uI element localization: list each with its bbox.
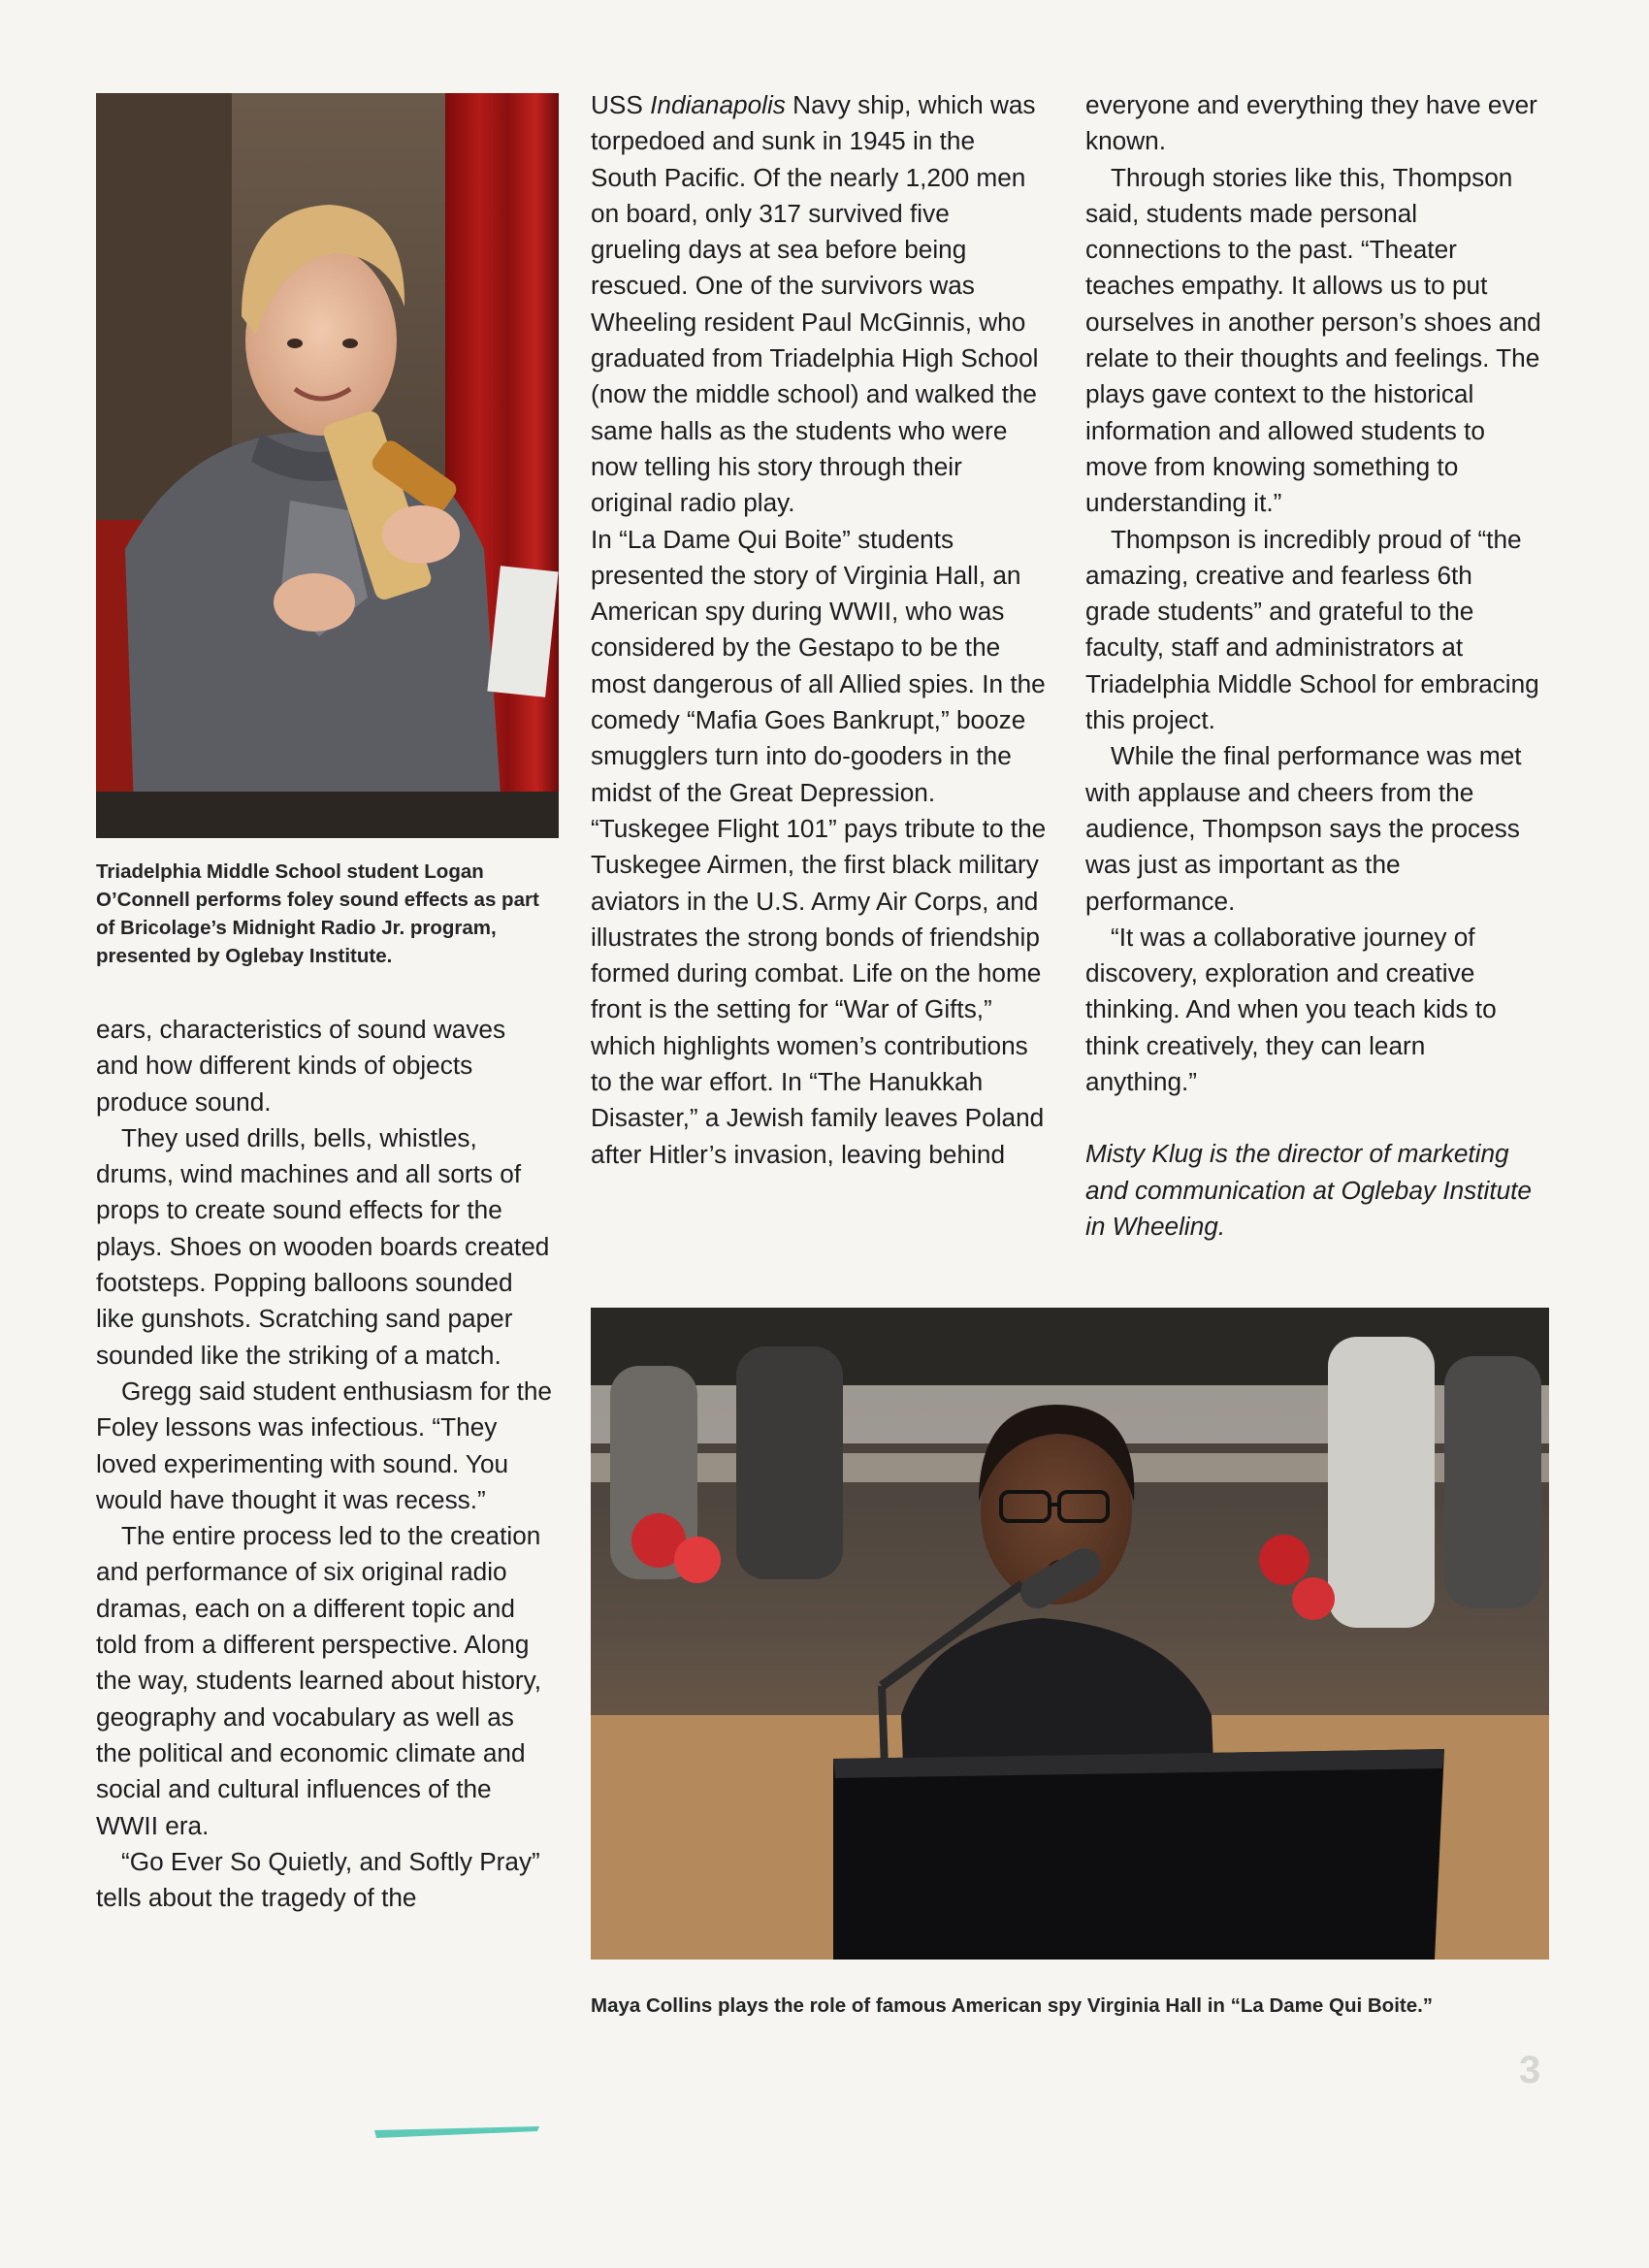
paragraph: Through stories like this, Thompson said, students made personal connections to the past. “Theater teaches empathy. It allows us to put ourselves in another person’s shoes and relate to their thoughts and feelings. The plays gave context to the historical information and allowed students to move from knowing something to understanding it.” bbox=[1085, 162, 1541, 518]
page-number: 3 bbox=[1519, 2049, 1541, 2091]
paragraph: “It was a collaborative journey of discovery, exploration and creative thinking. And when you teach kids to think creatively, they can learn anything.” bbox=[1085, 922, 1497, 1097]
photo-maya-collins-caption: Maya Collins plays the role of famous American spy Virginia Hall in “La Dame Qui Boite.” bbox=[591, 1994, 1434, 2017]
paragraph: They used drills, bells, whistles, drums, wind machines and all sorts of props to create sound effects for the plays. Shoes on wooden boards created footsteps. Popping balloons sounded like gunshots. Scratching sand paper sounded like the striking of a match. bbox=[96, 1122, 550, 1370]
photo-student-foley-image bbox=[96, 93, 559, 838]
text-run: USS bbox=[591, 90, 651, 119]
paragraph: ears, characteristics of sound waves and how different kinds of objects produce sound. bbox=[96, 1015, 506, 1117]
ship-name: Indianapolis bbox=[650, 90, 786, 119]
paragraph bbox=[591, 87, 1047, 522]
paragraph: “Go Ever So Quietly, and Softly Pray” tells about the tragedy of the bbox=[96, 1846, 540, 1913]
photo-student-foley-caption: Triadelphia Middle School student Logan O’Connell performs foley sound effects as part of Bricolage’s Midnight Radio Jr. program, presented by Oglebay Institute. bbox=[96, 860, 539, 967]
decorative-teal-stroke bbox=[374, 2126, 539, 2138]
article-column-2 bbox=[591, 87, 1047, 1173]
paragraph: Thompson is incredibly proud of “the amazing, creative and fearless 6th grade students” and grateful to the faculty, staff and administrators at Triadelphia Middle School for embracing this project. bbox=[1085, 524, 1539, 735]
paragraph: While the final performance was met with applause and cheers from the audience, Thompson says the process was just as important as the performance. bbox=[1085, 741, 1522, 916]
photo-maya-collins-image bbox=[591, 1308, 1549, 1960]
paragraph: Gregg said student enthusiasm for the Foley lessons was infectious. “They loved experimenting with sound. You would have thought it was recess.” bbox=[96, 1376, 552, 1514]
paragraph: everyone and everything they have ever known. bbox=[1085, 90, 1537, 156]
text-run: Navy ship, which was torpedoed and sunk in 1945 in the South Pacific. Of the nearly 1,200 men on board, only 317 survived five grueling days at sea before being rescued. One of the survivors was Wheeling resident Paul McGinnis, who graduated from Triadelphia High School (now the middle school) and walked the same halls as the students who were now telling his story through their original radio play. bbox=[591, 90, 1039, 518]
paragraph: The entire process led to the creation and performance of six original radio dramas, each on a different topic and told from a different perspective. Along the way, students learned about history, geography and vocabulary as well as the political and economic climate and social and cultural influences of the WWII era. bbox=[96, 1521, 542, 1840]
article-column-1 bbox=[96, 1012, 552, 1916]
paragraph: In “La Dame Qui Boite” students presented the story of Virginia Hall, an American spy during WWII, who was considered by the Gestapo to be the most dangerous of all Allied spies. In the comedy “Mafia Goes Bankrupt,” booze smugglers turn into do-gooders in the midst of the Great Depression. “Tuskegee Flight 101” pays tribute to the Tuskegee Airmen, the first black military aviators in the U.S. Army Air Corps, and illustrates the strong bonds of friendship formed during combat. Life on the home front is the setting for “War of Gifts,” which highlights women’s contributions to the war effort. In “The Hanukkah Disaster,” a Jewish family leaves Poland after Hitler’s invasion, leaving behind bbox=[591, 524, 1047, 1169]
article-column-3 bbox=[1085, 87, 1541, 1245]
author-byline: Misty Klug is the director of marketing and communication at Oglebay Institute in Wheeling. bbox=[1085, 1139, 1532, 1241]
photo-student-foley bbox=[96, 93, 559, 838]
photo-maya-collins bbox=[591, 1308, 1549, 1960]
